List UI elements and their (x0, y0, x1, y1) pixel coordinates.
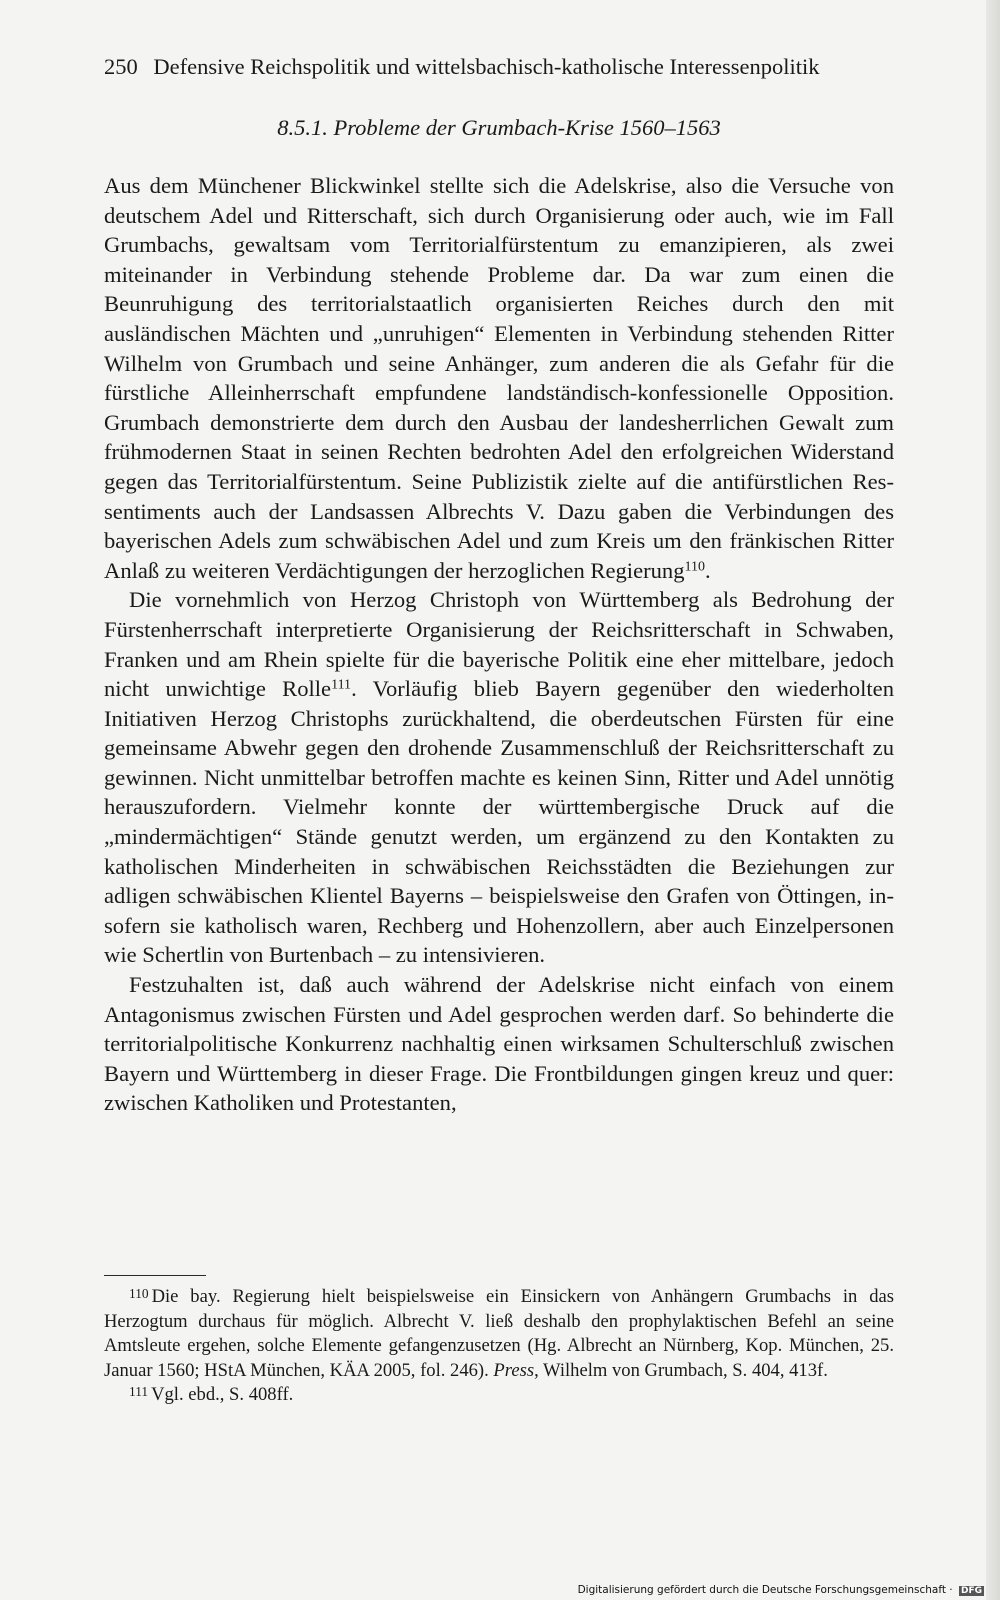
running-title: Defensive Reichspolitik und wittelsbachisch-katholische Interessenpolitik (153, 54, 820, 79)
paragraph-1-end: . (705, 557, 711, 583)
paragraph-1 (104, 171, 894, 585)
digitization-footer (578, 1584, 984, 1596)
digitization-credit: Digitalisierung gefördert durch die Deutsche Forschungsgemeinschaft · (577, 1584, 953, 1596)
footnote-ref-111: 111 (331, 677, 352, 693)
page-number: 250 (104, 54, 138, 79)
section-heading: 8.5.1. Probleme der Grumbach-Krise 1560–1563 (277, 115, 721, 140)
footnote-separator (104, 1275, 206, 1276)
paragraph-2 (104, 585, 894, 970)
footnote-110-number: 110 (129, 1285, 149, 1301)
footnote-111-text: Vgl. ebd., S. 408ff. (151, 1384, 294, 1406)
footnote-110 (104, 1285, 894, 1383)
footnote-110-author: Press (493, 1359, 535, 1381)
footnotes (104, 1285, 894, 1408)
footnote-111 (104, 1383, 894, 1408)
footnote-110-text-a: Die bay. Regierung hielt beispielsweise ein Einsickern von Anhängern Grumbachs in das Herzogtum durchaus für möglich. Albrecht V. ließ deshalb den prophylaktischen Befehl an seine Amtsleute ergehen, solche Elemente gefangenzusetzen (Hg. Albrecht an Nürnberg, Kop. München, 25. Januar 1560; HStA München, KÄA 2005, fol. 246). (104, 1286, 894, 1381)
paragraph-3 (104, 970, 894, 1118)
paragraph-2-rest: . Vorläufig blieb Bayern gegenüber den wiederholten Initiativen Herzog Christophs zurückhaltend, die oberdeutschen Fürsten für eine gemeinsame Abwehr gegen den drohende Zusammenschluß der Reichsritterschaft zu gewinnen. Nicht unmittelbar betroffen machte es keinen Sinn, Ritter und Adel unnötig herauszufordern. Vielmehr konnte der württembergische Druck auf die „mindermächtigen“ Stände genutzt werden, um ergänzend zu den Kontakten zu katholischen Minderheiten in schwäbischen Reichsstädten die Beziehungen zur adligen schwäbischen Klientel Bayerns – beispielsweise den Grafen von Öttingen, insofern sie katholisch waren, Rechberg und Hohenzollern, aber auch Einzelpersonen wie Schertlin von Burtenbach – zu intensivieren. (104, 676, 894, 968)
scan-edge (986, 0, 1000, 1600)
paragraph-1-text: Aus dem Münchener Blickwinkel stellte sich die Adelskrise, also die Versuche von deutschem Adel und Ritterschaft, sich durch Organisierung oder auch, wie im Fall Grumbachs, gewaltsam vom Territorialfürstentum zu emanzipieren, als zwei miteinander in Verbindung stehende Probleme dar. Da war zum einen die Beunruhigung des territorialstaatlich organisierten Reiches durch den mit ausländischen Mächten und „unruhigen“ Elementen in Verbindung stehenden Ritter Wilhelm von Grumbach und seine Anhänger, zum anderen die als Gefahr für die fürstliche Alleinherrschaft empfundene landständisch-konfessionelle Opposition. Grumbach demonstrierte dem durch den Ausbau der landesherrlichen Gewalt zum frühmodernen Staat in seinen Rechten bedrohten Adel den erfolgreichen Widerstand gegen das Territorialfürstentum. Seine Publizistik zielte auf die antifürstlichen Ressentiments auch der Landsassen Albrechts V. Dazu gaben die Verbindungen des bayerischen Adels zum schwäbischen Adel und zum Kreis um den fränkischen Ritter Anlaß zu weiteren Verdächtigungen der herzoglichen Regierung (104, 173, 894, 583)
paragraph-2-text: Die vornehmlich von Herzog Christoph von Württemberg als Bedrohung der Fürstenherrschaft interpretierte Organisierung der Reichsritterschaft in Schwaben, Franken und am Rhein spielte für die bayerische Politik eine eher mittelbare, jedoch nicht unwichtige Rolle (104, 587, 894, 702)
footnote-111-number: 111 (129, 1384, 149, 1400)
paragraph-3-text: Festzuhalten ist, daß auch während der Adelskrise nicht einfach von einem Antagonismus zwischen Fürsten und Adel gesprochen werden darf. So behinderte die territorialpolitische Konkurrenz nachhaltig einen wirksamen Schulterschluß zwischen Bayern und Württemberg in dieser Frage. Die Frontbildungen gingen kreuz und quer: zwischen Katholiken und Protestanten, (104, 972, 894, 1116)
dfg-logo-icon: DFG (960, 1586, 982, 1596)
footnote-ref-110: 110 (684, 559, 706, 575)
footnote-110-text-b: , Wilhelm von Grumbach, S. 404, 413f. (534, 1359, 828, 1381)
body-text (104, 171, 894, 1118)
running-header (104, 52, 894, 82)
